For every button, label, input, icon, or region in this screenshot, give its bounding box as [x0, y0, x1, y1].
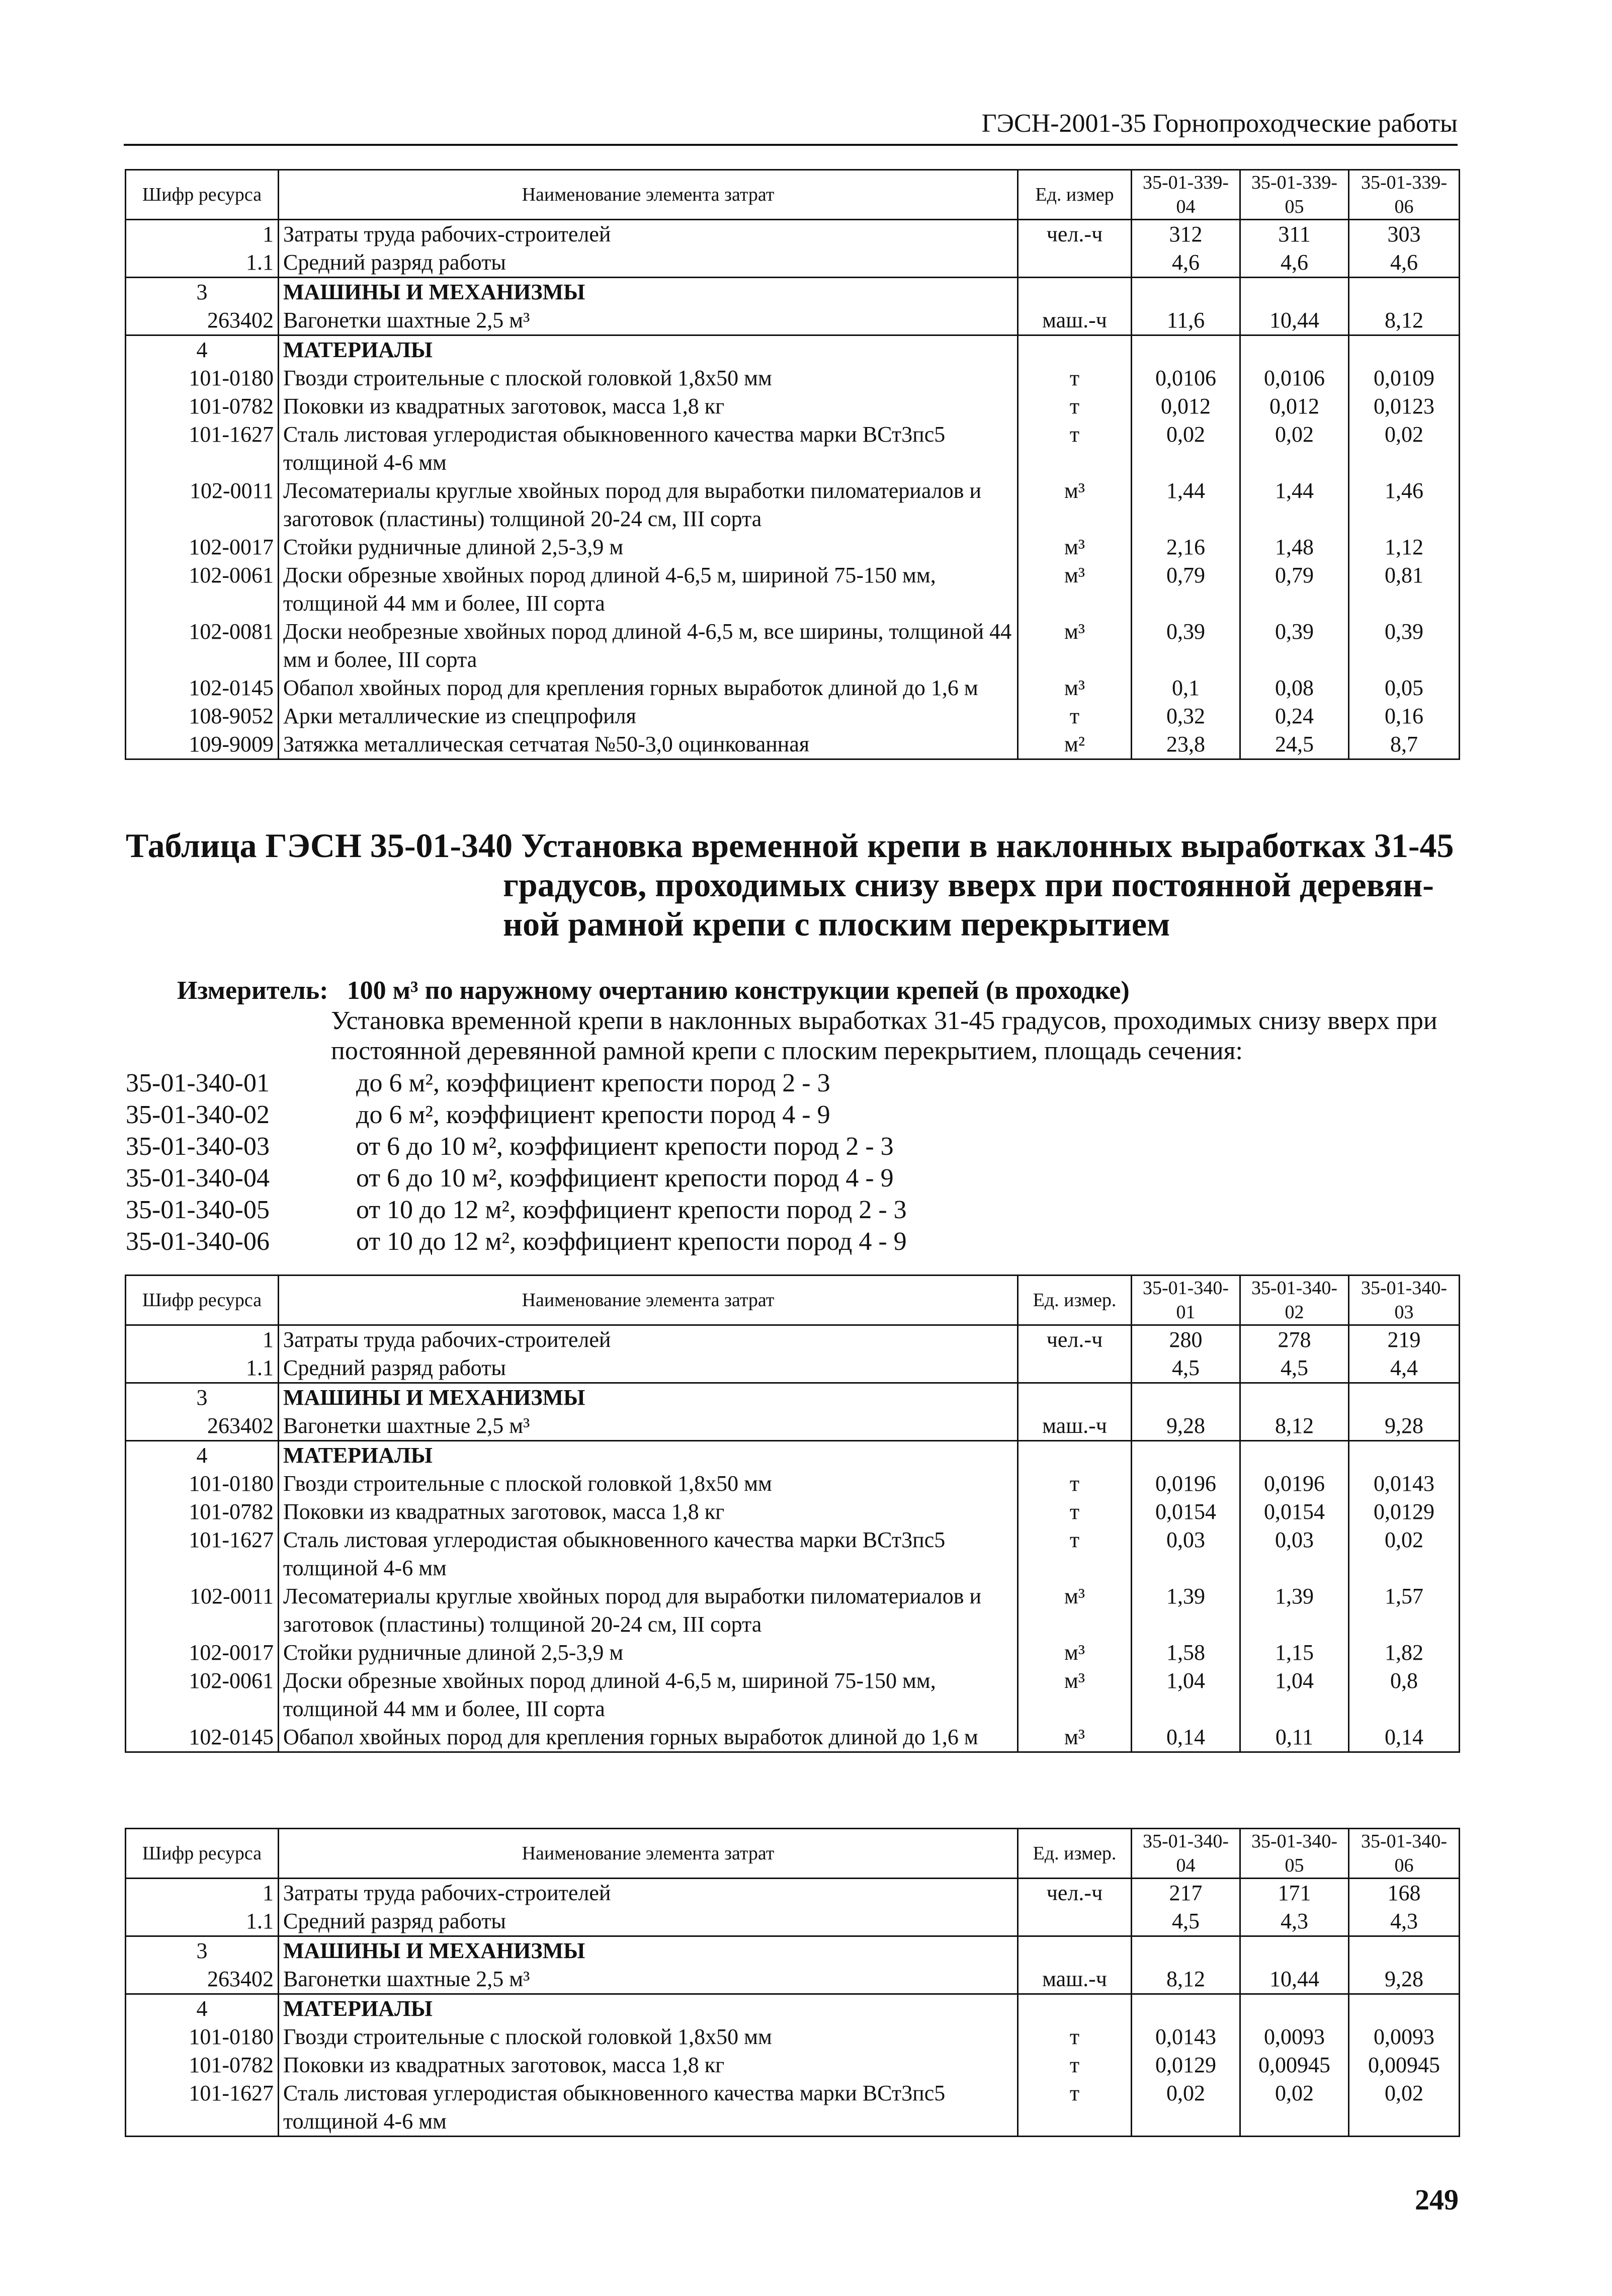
- resource-table-340-b: [125, 1828, 1460, 2137]
- resource-value: 0,11: [1240, 1723, 1349, 1752]
- table-row: [126, 1879, 1460, 1908]
- resource-value: 1,39: [1240, 1582, 1349, 1639]
- resource-value: 0,39: [1240, 618, 1349, 674]
- resource-unit: т: [1018, 392, 1132, 420]
- resource-value: 9,28: [1132, 1412, 1240, 1441]
- table-header-row: [126, 170, 1460, 220]
- resource-unit: м³: [1018, 674, 1132, 702]
- resource-unit: м²: [1018, 730, 1132, 759]
- resource-value: 303: [1349, 220, 1460, 249]
- table-row: [126, 2023, 1460, 2051]
- resource-code: 101-1627: [126, 420, 279, 477]
- resource-name: МАШИНЫ И МЕХАНИЗМЫ: [279, 1936, 1018, 1966]
- table-row: [126, 1965, 1460, 1994]
- resource-value: 9,28: [1349, 1965, 1460, 1994]
- resource-name: Доски обрезные хвойных пород длиной 4-6,5 м, шириной 75-150 мм, толщиной 44 мм и более, III сорта: [279, 1667, 1018, 1723]
- table-row: [126, 1582, 1460, 1639]
- norm-item: [126, 1226, 1459, 1257]
- header-name: Наименование элемента затрат: [279, 1275, 1018, 1325]
- norm-item: [126, 1194, 1459, 1226]
- resource-code: 102-0011: [126, 1582, 279, 1639]
- resource-value: 1,58: [1132, 1639, 1240, 1667]
- resource-code: 263402: [126, 1412, 279, 1441]
- resource-value: 0,0129: [1132, 2051, 1240, 2079]
- resource-unit: чел.-ч: [1018, 1325, 1132, 1354]
- resource-value: 8,7: [1349, 730, 1460, 759]
- norm-text: от 6 до 10 м², коэффициент крепости пород 4 - 9: [356, 1164, 894, 1193]
- resource-value: 0,02: [1132, 420, 1240, 477]
- resource-unit: [1018, 278, 1132, 307]
- resource-name: МАТЕРИАЛЫ: [279, 1994, 1018, 2023]
- resource-value: [1240, 1383, 1349, 1412]
- resource-name: Лесоматериалы круглые хвойных пород для выработки пиломатериалов и заготовок (пластины) толщиной 20-24 см, III сорта: [279, 477, 1018, 533]
- resource-value: 2,16: [1132, 533, 1240, 561]
- measure-line: [177, 976, 1460, 1006]
- resource-value: 171: [1240, 1879, 1349, 1908]
- resource-value: 0,79: [1240, 561, 1349, 618]
- resource-code: 4: [126, 335, 279, 365]
- resource-value: 1,44: [1132, 477, 1240, 533]
- header-code: Шифр ресурса: [126, 1275, 279, 1325]
- table-row: [126, 1325, 1460, 1354]
- resource-value: 4,4: [1349, 1354, 1460, 1383]
- resource-unit: т: [1018, 1526, 1132, 1582]
- header-unit: Ед. измер.: [1018, 1829, 1132, 1879]
- resource-value: 0,0093: [1349, 2023, 1460, 2051]
- resource-value: 4,3: [1349, 1907, 1460, 1936]
- table-row: [126, 1723, 1460, 1752]
- resource-value: 0,39: [1349, 618, 1460, 674]
- norm-text: от 10 до 12 м², коэффициент крепости пород 4 - 9: [356, 1227, 907, 1256]
- resource-unit: [1018, 335, 1132, 365]
- resource-value: 1,46: [1349, 477, 1460, 533]
- table-row: [126, 1412, 1460, 1441]
- table-row: [126, 1526, 1460, 1582]
- table-row: [126, 2079, 1460, 2137]
- resource-code: 1: [126, 220, 279, 249]
- resource-value: 0,0143: [1349, 1470, 1460, 1498]
- resource-unit: [1018, 1354, 1132, 1383]
- resource-name: Затяжка металлическая сетчатая №50-3,0 оцинкованная: [279, 730, 1018, 759]
- resource-name: Вагонетки шахтные 2,5 м³: [279, 1412, 1018, 1441]
- resource-name: Средний разряд работы: [279, 248, 1018, 278]
- resource-code: 3: [126, 278, 279, 307]
- resource-unit: маш.-ч: [1018, 1412, 1132, 1441]
- resource-name: Арки металлические из спецпрофиля: [279, 702, 1018, 730]
- resource-table-340-a: [125, 1274, 1460, 1753]
- norm-text: от 10 до 12 м², коэффициент крепости пород 2 - 3: [356, 1196, 907, 1224]
- resource-value: 8,12: [1349, 306, 1460, 335]
- resource-value: [1240, 1441, 1349, 1470]
- resource-code: 108-9052: [126, 702, 279, 730]
- norm-code: 35-01-340-05: [126, 1196, 270, 1224]
- table-row: [126, 533, 1460, 561]
- resource-value: 0,02: [1349, 2079, 1460, 2137]
- norm-description: Установка временной крепи в наклонных выработках 31-45 градусов, проходимых снизу вверх при постоянной деревянной рамной крепи с плоским перекрытием, площадь сечения:: [331, 1006, 1437, 1065]
- resource-value: 1,12: [1349, 533, 1460, 561]
- resource-value: 0,14: [1349, 1723, 1460, 1752]
- resource-code: 101-0782: [126, 1498, 279, 1526]
- resource-unit: т: [1018, 2051, 1132, 2079]
- resource-value: 10,44: [1240, 1965, 1349, 1994]
- resource-value: 0,02: [1132, 2079, 1240, 2137]
- resource-name: Стойки рудничные длиной 2,5-3,9 м: [279, 533, 1018, 561]
- header-norm-code: 35-01-339-06: [1349, 170, 1460, 220]
- page-number: 249: [1415, 2183, 1459, 2216]
- resource-value: 219: [1349, 1325, 1460, 1354]
- resource-code: 101-0180: [126, 2023, 279, 2051]
- resource-value: 1,48: [1240, 533, 1349, 561]
- resource-unit: маш.-ч: [1018, 306, 1132, 335]
- resource-name: Средний разряд работы: [279, 1907, 1018, 1936]
- resource-name: Затраты труда рабочих-строителей: [279, 1325, 1018, 1354]
- resource-code: 101-1627: [126, 2079, 279, 2137]
- header-norm-code: 35-01-340-06: [1349, 1829, 1460, 1879]
- resource-value: 0,24: [1240, 702, 1349, 730]
- resource-value: [1132, 1994, 1240, 2023]
- resource-code: 102-0145: [126, 1723, 279, 1752]
- resource-name: МАШИНЫ И МЕХАНИЗМЫ: [279, 1383, 1018, 1412]
- resource-name: Затраты труда рабочих-строителей: [279, 1879, 1018, 1908]
- resource-value: 0,012: [1132, 392, 1240, 420]
- resource-value: 312: [1132, 220, 1240, 249]
- resource-value: [1132, 1383, 1240, 1412]
- resource-code: 101-0180: [126, 364, 279, 392]
- table-row: [126, 477, 1460, 533]
- norm-item: [126, 1131, 1459, 1162]
- resource-name: Вагонетки шахтные 2,5 м³: [279, 306, 1018, 335]
- resource-unit: м³: [1018, 618, 1132, 674]
- resource-value: 1,57: [1349, 1582, 1460, 1639]
- table-row: [126, 1639, 1460, 1667]
- resource-code: 3: [126, 1383, 279, 1412]
- header-norm-code: 35-01-340-05: [1240, 1829, 1349, 1879]
- resource-code: 102-0061: [126, 1667, 279, 1723]
- resource-unit: м³: [1018, 1723, 1132, 1752]
- resource-unit: т: [1018, 2023, 1132, 2051]
- table-row: [126, 364, 1460, 392]
- resource-value: 0,0196: [1132, 1470, 1240, 1498]
- resource-value: 0,05: [1349, 674, 1460, 702]
- table-row: [126, 306, 1460, 335]
- resource-name: Гвозди строительные с плоской головкой 1,8х50 мм: [279, 1470, 1018, 1498]
- norm-code: 35-01-340-06: [126, 1227, 270, 1256]
- resource-value: 0,0154: [1132, 1498, 1240, 1526]
- resource-name: Сталь листовая углеродистая обыкновенного качества марки ВСт3пс5 толщиной 4-6 мм: [279, 2079, 1018, 2137]
- norm-code: 35-01-340-04: [126, 1164, 270, 1193]
- table-row: [126, 674, 1460, 702]
- resource-unit: [1018, 1383, 1132, 1412]
- resource-code: 101-0782: [126, 392, 279, 420]
- resource-name: МАШИНЫ И МЕХАНИЗМЫ: [279, 278, 1018, 307]
- header-norm-code: 35-01-340-01: [1132, 1275, 1240, 1325]
- resource-unit: т: [1018, 2079, 1132, 2137]
- resource-name: Стойки рудничные длиной 2,5-3,9 м: [279, 1639, 1018, 1667]
- resource-value: 0,0154: [1240, 1498, 1349, 1526]
- table-row: [126, 1441, 1460, 1470]
- resource-value: 23,8: [1132, 730, 1240, 759]
- resource-value: 4,5: [1132, 1907, 1240, 1936]
- resource-unit: т: [1018, 364, 1132, 392]
- resource-value: 0,0196: [1240, 1470, 1349, 1498]
- table-row: [126, 248, 1460, 278]
- resource-value: [1240, 335, 1349, 365]
- resource-name: МАТЕРИАЛЫ: [279, 335, 1018, 365]
- resource-code: 4: [126, 1994, 279, 2023]
- resource-value: 1,82: [1349, 1639, 1460, 1667]
- resource-code: 1: [126, 1879, 279, 1908]
- running-header: ГЭСН-2001-35 Горнопроходческие работы: [124, 109, 1458, 146]
- table-row: [126, 1354, 1460, 1383]
- resource-unit: маш.-ч: [1018, 1965, 1132, 1994]
- resource-code: 102-0145: [126, 674, 279, 702]
- resource-value: [1349, 1936, 1460, 1966]
- resource-code: 101-0180: [126, 1470, 279, 1498]
- resource-value: 0,012: [1240, 392, 1349, 420]
- resource-unit: чел.-ч: [1018, 220, 1132, 249]
- resource-name: Доски необрезные хвойных пород длиной 4-6,5 м, все ширины, толщиной 44 мм и более, III сорта: [279, 618, 1018, 674]
- resource-value: [1349, 1441, 1460, 1470]
- norm-list: [126, 1067, 1459, 1257]
- header-norm-code: 35-01-339-04: [1132, 170, 1240, 220]
- resource-code: 4: [126, 1441, 279, 1470]
- table-row: [126, 1470, 1460, 1498]
- header-unit: Ед. измер: [1018, 170, 1132, 220]
- table-row: [126, 2051, 1460, 2079]
- resource-value: 0,03: [1240, 1526, 1349, 1582]
- resource-unit: [1018, 1936, 1132, 1966]
- resource-value: 4,5: [1132, 1354, 1240, 1383]
- resource-unit: т: [1018, 1498, 1132, 1526]
- resource-unit: т: [1018, 420, 1132, 477]
- header-norm-code: 35-01-339-05: [1240, 170, 1349, 220]
- resource-table-339: [125, 169, 1460, 760]
- measure-text: 100 м³ по наружному очертанию конструкции крепей (в проходке): [347, 976, 1130, 1005]
- header-norm-code: 35-01-340-02: [1240, 1275, 1349, 1325]
- resource-name: Поковки из квадратных заготовок, масса 1,8 кг: [279, 1498, 1018, 1526]
- resource-value: [1349, 1994, 1460, 2023]
- table-row: [126, 392, 1460, 420]
- resource-value: 278: [1240, 1325, 1349, 1354]
- resource-value: 1,15: [1240, 1639, 1349, 1667]
- table-row: [126, 220, 1460, 249]
- resource-code: 1.1: [126, 1354, 279, 1383]
- resource-value: 0,02: [1240, 2079, 1349, 2137]
- resource-value: 0,8: [1349, 1667, 1460, 1723]
- header-name: Наименование элемента затрат: [279, 1829, 1018, 1879]
- resource-value: 0,79: [1132, 561, 1240, 618]
- resource-name: Сталь листовая углеродистая обыкновенного качества марки ВСт3пс5 толщиной 4-6 мм: [279, 1526, 1018, 1582]
- resource-value: 0,32: [1132, 702, 1240, 730]
- header-name: Наименование элемента затрат: [279, 170, 1018, 220]
- resource-unit: м³: [1018, 1667, 1132, 1723]
- title-line-2: градусов, проходимых снизу вверх при постоянной деревян-: [503, 866, 1434, 904]
- resource-value: 4,6: [1132, 248, 1240, 278]
- resource-code: 1: [126, 1325, 279, 1354]
- resource-code: 109-9009: [126, 730, 279, 759]
- resource-name: Вагонетки шахтные 2,5 м³: [279, 1965, 1018, 1994]
- header-unit: Ед. измер.: [1018, 1275, 1132, 1325]
- measure-label: Измеритель:: [177, 976, 328, 1005]
- resource-value: 1,04: [1132, 1667, 1240, 1723]
- resource-value: 9,28: [1349, 1412, 1460, 1441]
- table-row: [126, 1936, 1460, 1966]
- resource-value: 0,02: [1240, 420, 1349, 477]
- resource-name: Обапол хвойных пород для крепления горных выработок длиной до 1,6 м: [279, 674, 1018, 702]
- resource-code: 1.1: [126, 1907, 279, 1936]
- table-row: [126, 420, 1460, 477]
- resource-value: 0,00945: [1349, 2051, 1460, 2079]
- resource-value: 0,81: [1349, 561, 1460, 618]
- resource-name: Затраты труда рабочих-строителей: [279, 220, 1018, 249]
- resource-value: 4,6: [1349, 248, 1460, 278]
- resource-value: 24,5: [1240, 730, 1349, 759]
- resource-value: 0,08: [1240, 674, 1349, 702]
- resource-value: 280: [1132, 1325, 1240, 1354]
- table-row: [126, 1994, 1460, 2023]
- norm-item: [126, 1162, 1459, 1194]
- table-row: [126, 335, 1460, 365]
- resource-value: 8,12: [1132, 1965, 1240, 1994]
- resource-value: [1132, 278, 1240, 307]
- resource-code: 102-0061: [126, 561, 279, 618]
- resource-unit: м³: [1018, 1639, 1132, 1667]
- resource-unit: чел.-ч: [1018, 1879, 1132, 1908]
- resource-value: 10,44: [1240, 306, 1349, 335]
- header-code: Шифр ресурса: [126, 170, 279, 220]
- resource-name: Поковки из квадратных заготовок, масса 1,8 кг: [279, 2051, 1018, 2079]
- resource-value: 0,0106: [1132, 364, 1240, 392]
- norm-text: до 6 м², коэффициент крепости пород 2 - 3: [356, 1069, 830, 1097]
- table-header-row: [126, 1275, 1460, 1325]
- resource-value: 0,00945: [1240, 2051, 1349, 2079]
- resource-unit: м³: [1018, 533, 1132, 561]
- resource-name: Поковки из квадратных заготовок, масса 1,8 кг: [279, 392, 1018, 420]
- norm-code: 35-01-340-02: [126, 1100, 270, 1129]
- resource-unit: [1018, 1441, 1132, 1470]
- resource-value: 0,1: [1132, 674, 1240, 702]
- table-title: [126, 826, 1459, 944]
- norm-item: [126, 1067, 1459, 1099]
- table-row: [126, 561, 1460, 618]
- resource-name: Доски обрезные хвойных пород длиной 4-6,5 м, шириной 75-150 мм, толщиной 44 мм и более, III сорта: [279, 561, 1018, 618]
- table-row: [126, 1383, 1460, 1412]
- table-header-row: [126, 1829, 1460, 1879]
- resource-value: 0,0143: [1132, 2023, 1240, 2051]
- resource-name: Обапол хвойных пород для крепления горных выработок длиной до 1,6 м: [279, 1723, 1018, 1752]
- table-row: [126, 1498, 1460, 1526]
- resource-value: [1132, 335, 1240, 365]
- resource-unit: м³: [1018, 477, 1132, 533]
- resource-unit: т: [1018, 702, 1132, 730]
- header-norm-code: 35-01-340-04: [1132, 1829, 1240, 1879]
- resource-name: Гвозди строительные с плоской головкой 1,8х50 мм: [279, 364, 1018, 392]
- resource-value: 168: [1349, 1879, 1460, 1908]
- resource-value: 8,12: [1240, 1412, 1349, 1441]
- resource-name: МАТЕРИАЛЫ: [279, 1441, 1018, 1470]
- resource-value: 0,03: [1132, 1526, 1240, 1582]
- resource-value: [1349, 1383, 1460, 1412]
- resource-value: [1349, 278, 1460, 307]
- resource-value: [1240, 1994, 1349, 2023]
- resource-value: 0,14: [1132, 1723, 1240, 1752]
- resource-value: 0,02: [1349, 1526, 1460, 1582]
- resource-value: 217: [1132, 1879, 1240, 1908]
- resource-value: 0,02: [1349, 420, 1460, 477]
- resource-value: [1349, 335, 1460, 365]
- resource-code: 263402: [126, 1965, 279, 1994]
- resource-value: [1132, 1441, 1240, 1470]
- resource-unit: т: [1018, 1470, 1132, 1498]
- resource-value: 1,39: [1132, 1582, 1240, 1639]
- table-row: [126, 730, 1460, 759]
- resource-code: 3: [126, 1936, 279, 1966]
- resource-value: 0,0109: [1349, 364, 1460, 392]
- resource-code: 263402: [126, 306, 279, 335]
- resource-code: 102-0011: [126, 477, 279, 533]
- resource-code: 102-0017: [126, 533, 279, 561]
- resource-value: 0,0129: [1349, 1498, 1460, 1526]
- resource-value: 0,0106: [1240, 364, 1349, 392]
- resource-value: 311: [1240, 220, 1349, 249]
- resource-value: 0,39: [1132, 618, 1240, 674]
- resource-value: [1240, 278, 1349, 307]
- resource-name: Средний разряд работы: [279, 1354, 1018, 1383]
- resource-unit: [1018, 1994, 1132, 2023]
- resource-value: 0,16: [1349, 702, 1460, 730]
- resource-name: Сталь листовая углеродистая обыкновенного качества марки ВСт3пс5 толщиной 4-6 мм: [279, 420, 1018, 477]
- resource-value: 4,5: [1240, 1354, 1349, 1383]
- title-line-1: Таблица ГЭСН 35-01-340 Установка временной крепи в наклонных выработках 31-45: [126, 826, 1454, 865]
- table-row: [126, 1667, 1460, 1723]
- resource-unit: м³: [1018, 1582, 1132, 1639]
- norm-code: 35-01-340-03: [126, 1132, 270, 1161]
- resource-value: 11,6: [1132, 306, 1240, 335]
- resource-value: 0,0123: [1349, 392, 1460, 420]
- norm-text: до 6 м², коэффициент крепости пород 4 - 9: [356, 1100, 830, 1129]
- resource-value: 4,6: [1240, 248, 1349, 278]
- resource-value: 1,04: [1240, 1667, 1349, 1723]
- resource-unit: м³: [1018, 561, 1132, 618]
- header-code: Шифр ресурса: [126, 1829, 279, 1879]
- resource-value: [1240, 1936, 1349, 1966]
- resource-code: 101-1627: [126, 1526, 279, 1582]
- resource-value: 4,3: [1240, 1907, 1349, 1936]
- resource-unit: [1018, 1907, 1132, 1936]
- resource-unit: [1018, 248, 1132, 278]
- table-row: [126, 618, 1460, 674]
- header-norm-code: 35-01-340-03: [1349, 1275, 1460, 1325]
- resource-name: Лесоматериалы круглые хвойных пород для выработки пиломатериалов и заготовок (пластины) толщиной 20-24 см, III сорта: [279, 1582, 1018, 1639]
- title-line-3: ной рамной крепи с плоским перекрытием: [503, 905, 1170, 943]
- resource-code: 101-0782: [126, 2051, 279, 2079]
- resource-value: [1132, 1936, 1240, 1966]
- table-row: [126, 702, 1460, 730]
- table-row: [126, 1907, 1460, 1936]
- resource-code: 102-0017: [126, 1639, 279, 1667]
- resource-name: Гвозди строительные с плоской головкой 1,8х50 мм: [279, 2023, 1018, 2051]
- norm-text: от 6 до 10 м², коэффициент крепости пород 2 - 3: [356, 1132, 894, 1161]
- resource-code: 1.1: [126, 248, 279, 278]
- resource-code: 102-0081: [126, 618, 279, 674]
- resource-value: 1,44: [1240, 477, 1349, 533]
- norm-code: 35-01-340-01: [126, 1069, 270, 1097]
- resource-value: 0,0093: [1240, 2023, 1349, 2051]
- table-row: [126, 278, 1460, 307]
- norm-item: [126, 1099, 1459, 1131]
